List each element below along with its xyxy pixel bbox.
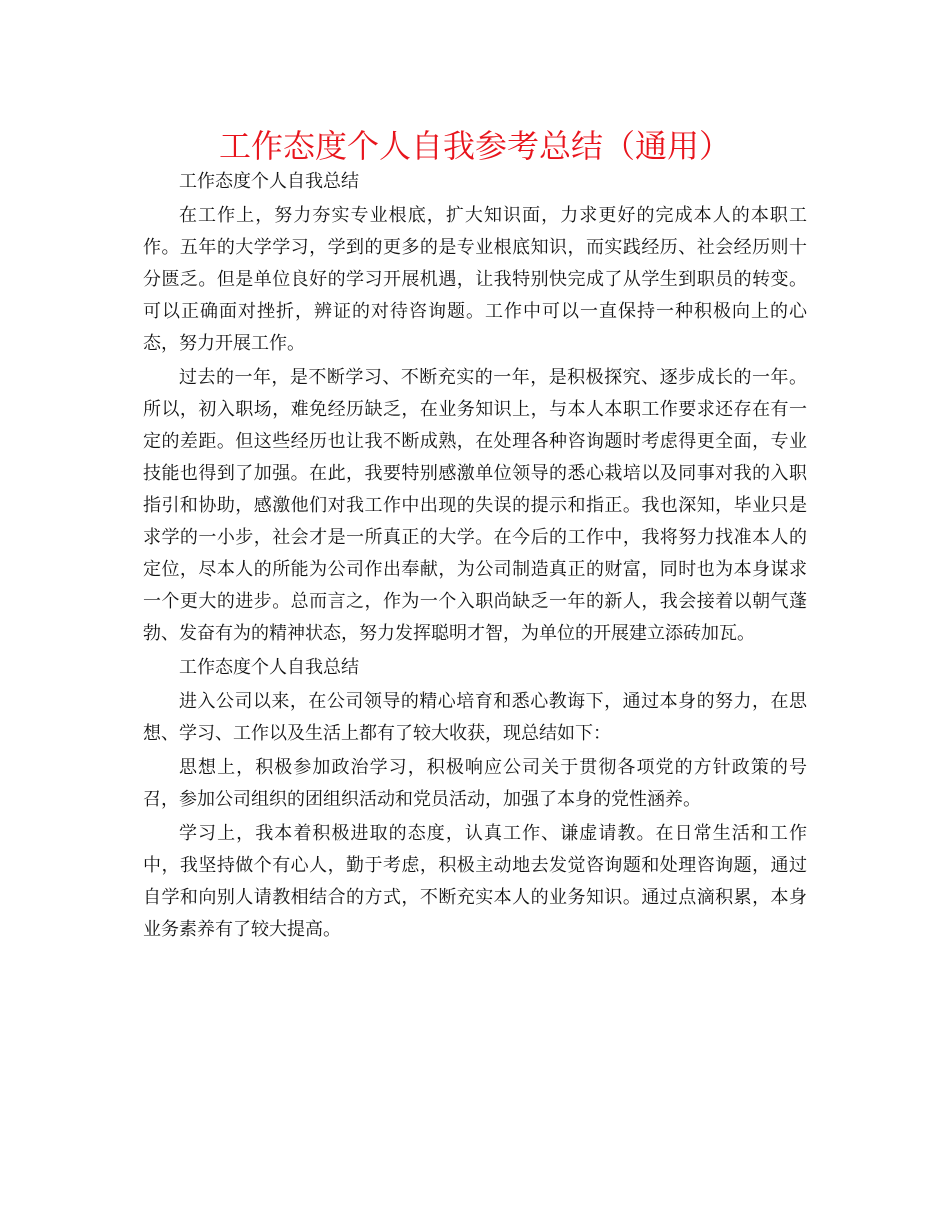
section-heading: 工作态度个人自我总结 <box>179 171 359 192</box>
body-paragraph: 在工作上，努力夯实专业根底，扩大知识面，力求更好的完成本人的本职工作。五年的大学学习，学到的更多的是专业根底知识，而实践经历、社会经历则十分匮乏。但是单位良好的学习开展机遇，让我特别快完成了从学生到职员的转变。可以正确面对挫折，辨证的对待咨询题。工作中可以一直保持一种积极向上的心态，努力开展工作。 <box>143 205 807 354</box>
document-body <box>143 166 807 948</box>
body-paragraph: 学习上，我本着积极进取的态度，认真工作、谦虚请教。在日常生活和工作中，我坚持做个有心人，勤于考虑，积极主动地去发觉咨询题和处理咨询题，通过自学和向别人请教相结合的方式，不断充实本人的业务知识。通过点滴积累，本身业务素养有了较大提高。 <box>143 823 807 940</box>
body-paragraph: 进入公司以来，在公司领导的精心培育和悉心教诲下，通过本身的努力，在思想、学习、工作以及生活上都有了较大收获，现总结如下： <box>143 691 807 744</box>
body-paragraph: 过去的一年，是不断学习、不断充实的一年，是积极探究、逐步成长的一年。所以，初入职场，难免经历缺乏，在业务知识上，与本人本职工作要求还存在有一定的差距。但这些经历也让我不断成熟，在处理各种咨询题时考虑得更全面，专业技能也得到了加强。在此，我要特别感激单位领导的悉心栽培以及同事对我的入职指引和协助，感激他们对我工作中出现的失误的提示和指正。我也深知，毕业只是求学的一小步，社会才是一所真正的大学。在今后的工作中，我将努力找准本人的定位，尽本人的所能为公司作出奉献，为公司制造真正的财富，同时也为本身谋求一个更大的进步。总而言之，作为一个入职尚缺乏一年的新人，我会接着以朝气蓬勃、发奋有为的精神状态，努力发挥聪明才智，为单位的开展建立添砖加瓦。 <box>143 367 807 644</box>
section-heading: 工作态度个人自我总结 <box>179 657 359 678</box>
document-title: 工作态度个人自我参考总结（通用） <box>218 127 731 165</box>
body-paragraph: 思想上，积极参加政治学习，积极响应公司关于贯彻各项党的方针政策的号召，参加公司组织的团组织活动和党员活动，加强了本身的党性涵养。 <box>143 757 807 810</box>
